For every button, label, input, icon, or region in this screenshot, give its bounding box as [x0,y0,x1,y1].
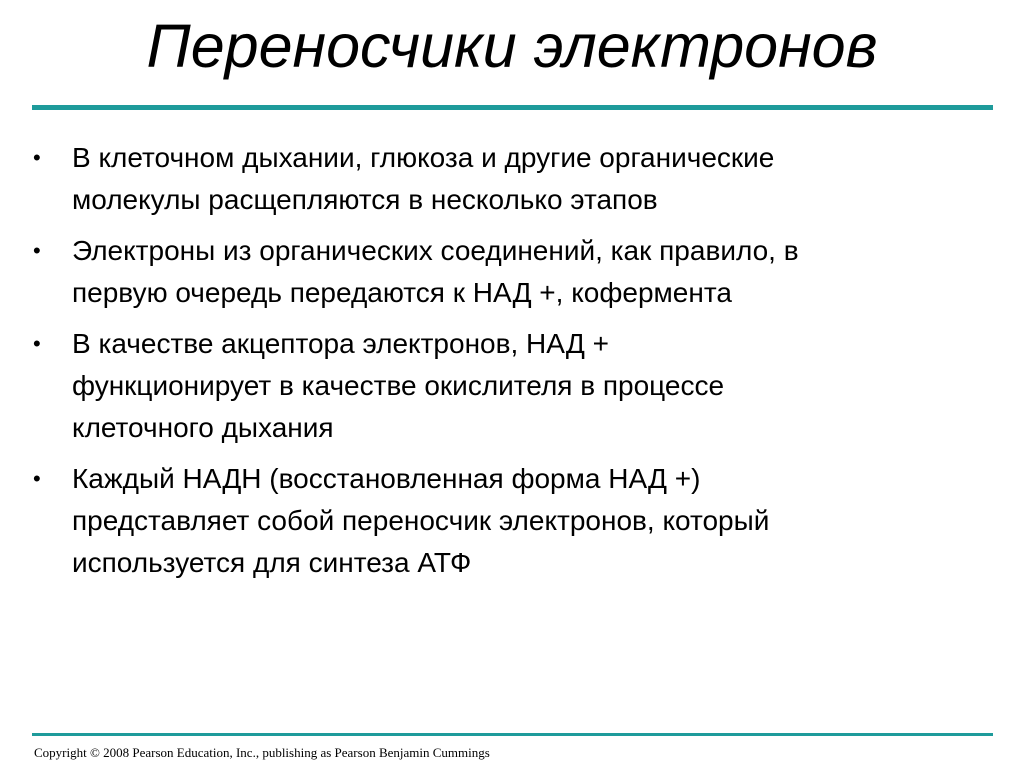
copyright-notice: Copyright © 2008 Pearson Education, Inc., publishing as Pearson Benjamin Cummings [34,745,490,760]
bullet-line: используется для синтеза АТФ [72,547,472,578]
bullet-marker: • [33,331,41,356]
bullet-item [0,323,1024,449]
bullet-line: первую очередь передаются к НАД +, кофермента [72,277,732,308]
bullet-item [0,230,1024,314]
title-divider [32,105,993,110]
bullet-item [0,458,1024,584]
footer-divider [32,733,993,736]
bullet-line: функционирует в качестве окислителя в процессе [72,370,725,401]
bullet-line: Каждый НАДН (восстановленная форма НАД +) [72,463,701,494]
bullet-line: молекулы расщепляются в несколько этапов [72,184,658,215]
bullet-marker: • [33,466,41,491]
bullet-line: представляет собой переносчик электронов, который [72,505,770,536]
bullet-item [0,137,1024,221]
slide-title: Переносчики электронов [146,12,878,80]
bullet-marker: • [33,238,41,263]
bullet-marker: • [33,145,41,170]
bullet-line: В клеточном дыхании, глюкоза и другие органические [72,142,775,173]
bullet-line: Электроны из органических соединений, как правило, в [72,235,799,266]
bullet-line: клеточного дыхания [72,412,334,443]
bullet-line: В качестве акцептора электронов, НАД + [72,328,609,359]
bullet-list [0,137,1024,593]
